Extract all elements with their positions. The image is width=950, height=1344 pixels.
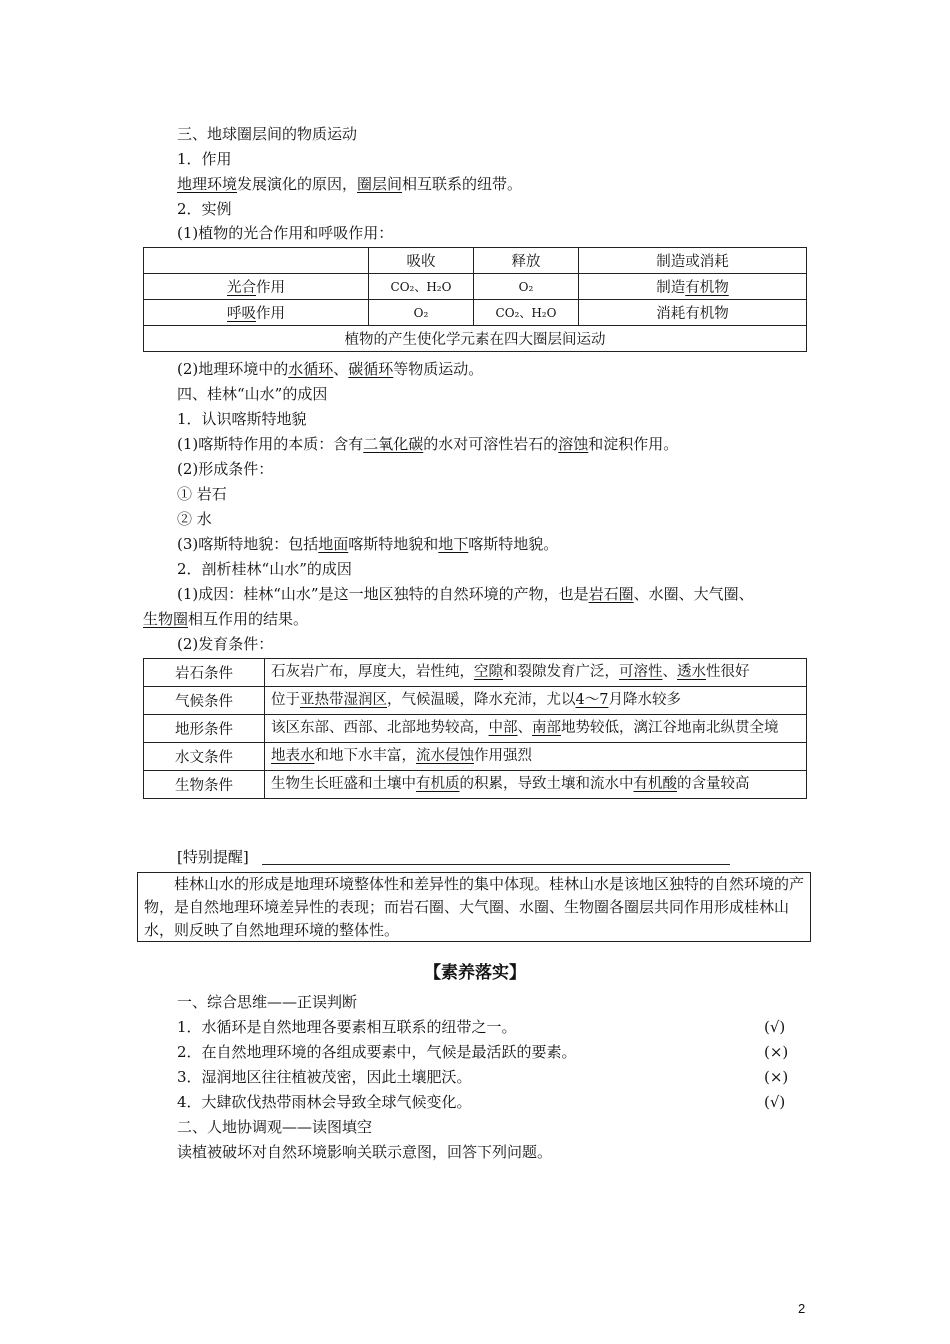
practice-heading-1: 一、综合思维——正误判断: [177, 993, 358, 1011]
practice-heading-2: 二、人地协调观——读图填空: [177, 1118, 373, 1136]
header-absorb: 吸收: [369, 248, 474, 274]
answer-mark: (√): [764, 1093, 786, 1111]
table-row: [144, 248, 807, 274]
row-photosynthesis: 光合作用: [144, 274, 369, 300]
section-4-heading: 四、桂林“山水”的成因: [177, 385, 328, 403]
guilin-cause: (1)成因：桂林“山水”是这一地区独特的自然环境的产物，也是岩石圈、水圈、大气圈、: [177, 585, 754, 603]
table-row: 地形条件 该区东部、西部、北部地势较高，中部、南部地势较低，漓江谷地南北纵贯全境: [144, 715, 807, 743]
condition-rock: ① 岩石: [177, 485, 227, 503]
guilin-cause-cont: 生物圈相互作用的结果。: [143, 610, 309, 628]
question-1: 1．水循环是自然地理各要素相互联系的纽带之一。: [177, 1018, 517, 1036]
example-1-text: (1)植物的光合作用和呼吸作用：: [177, 224, 394, 242]
page-number: 2: [798, 1301, 806, 1316]
note-box: 桂林山水的形成是地理环境整体性和差异性的集中体现。桂林山水是该地区独特的自然环境的产物，是自然地理环境差异性的表现；而岩石圈、大气圈、水圈、生物圈各圈层共同作用形成桂林山水，则反映了自然地理环境的整体性。: [137, 872, 811, 942]
table-row: 生物条件 生物生长旺盛和土壤中有机质的积累，导致土壤和流水中有机酸的含量较高: [144, 771, 807, 799]
read-instruction: 读植被破坏对自然环境影响关联示意图，回答下列问题。: [177, 1143, 553, 1161]
note-tag: [特别提醒]: [177, 848, 249, 866]
section-3-heading: 三、地球圈层间的物质运动: [177, 125, 358, 143]
example-2-text: (2)地理环境中的水循环、碳循环等物质运动。: [177, 360, 484, 378]
answer-mark: (×): [764, 1068, 789, 1086]
karst-essence: (1)喀斯特作用的本质：含有二氧化碳的水对可溶性岩石的溶蚀和淀积作用。: [177, 435, 679, 453]
conditions-table: [143, 658, 807, 799]
subheading-function: 1．作用: [177, 150, 232, 168]
table-row: 气候条件 位于亚热带湿润区，气候温暖，降水充沛，尤以4～7月降水较多: [144, 687, 807, 715]
photosynthesis-table: [143, 247, 807, 352]
table-row: [144, 326, 807, 352]
practice-title: 【素养落实】: [424, 963, 526, 983]
note-divider: [262, 864, 730, 865]
header-effect: 制造或消耗: [579, 248, 807, 274]
subheading-karst: 1．认识喀斯特地貌: [177, 410, 307, 428]
karst-conditions: (2)形成条件：: [177, 460, 274, 478]
question-2: 2．在自然地理环境的各组成要素中，气候是最活跃的要素。: [177, 1043, 577, 1061]
karst-landform: (3)喀斯特地貌：包括地面喀斯特地貌和地下喀斯特地貌。: [177, 535, 559, 553]
row-respiration: 呼吸作用: [144, 300, 369, 326]
answer-mark: (×): [764, 1043, 789, 1061]
table-footer: 植物的产生使化学元素在四大圈层间运动: [144, 326, 807, 352]
table-row: 水文条件 地表水和地下水丰富，流水侵蚀作用强烈: [144, 743, 807, 771]
development-conditions: (2)发育条件：: [177, 635, 274, 653]
subheading-examples: 2．实例: [177, 200, 232, 218]
question-4: 4．大肆砍伐热带雨林会导致全球气候变化。: [177, 1093, 472, 1111]
condition-water: ② 水: [177, 510, 212, 528]
function-text: 地理环境发展演化的原因，圈层间相互联系的纽带。: [177, 175, 523, 193]
subheading-guilin: 2．剖析桂林“山水”的成因: [177, 560, 352, 578]
table-row: 光合作用 CO₂、H₂O O₂ 制造有机物: [144, 274, 807, 300]
header-release: 释放: [474, 248, 579, 274]
table-row: 呼吸作用 O₂ CO₂、H₂O 消耗有机物: [144, 300, 807, 326]
table-row: 岩石条件 石灰岩广布，厚度大，岩性纯，空隙和裂隙发育广泛，可溶性、透水性很好: [144, 659, 807, 687]
answer-mark: (√): [764, 1018, 786, 1036]
question-3: 3．湿润地区往往植被茂密，因此土壤肥沃。: [177, 1068, 472, 1086]
